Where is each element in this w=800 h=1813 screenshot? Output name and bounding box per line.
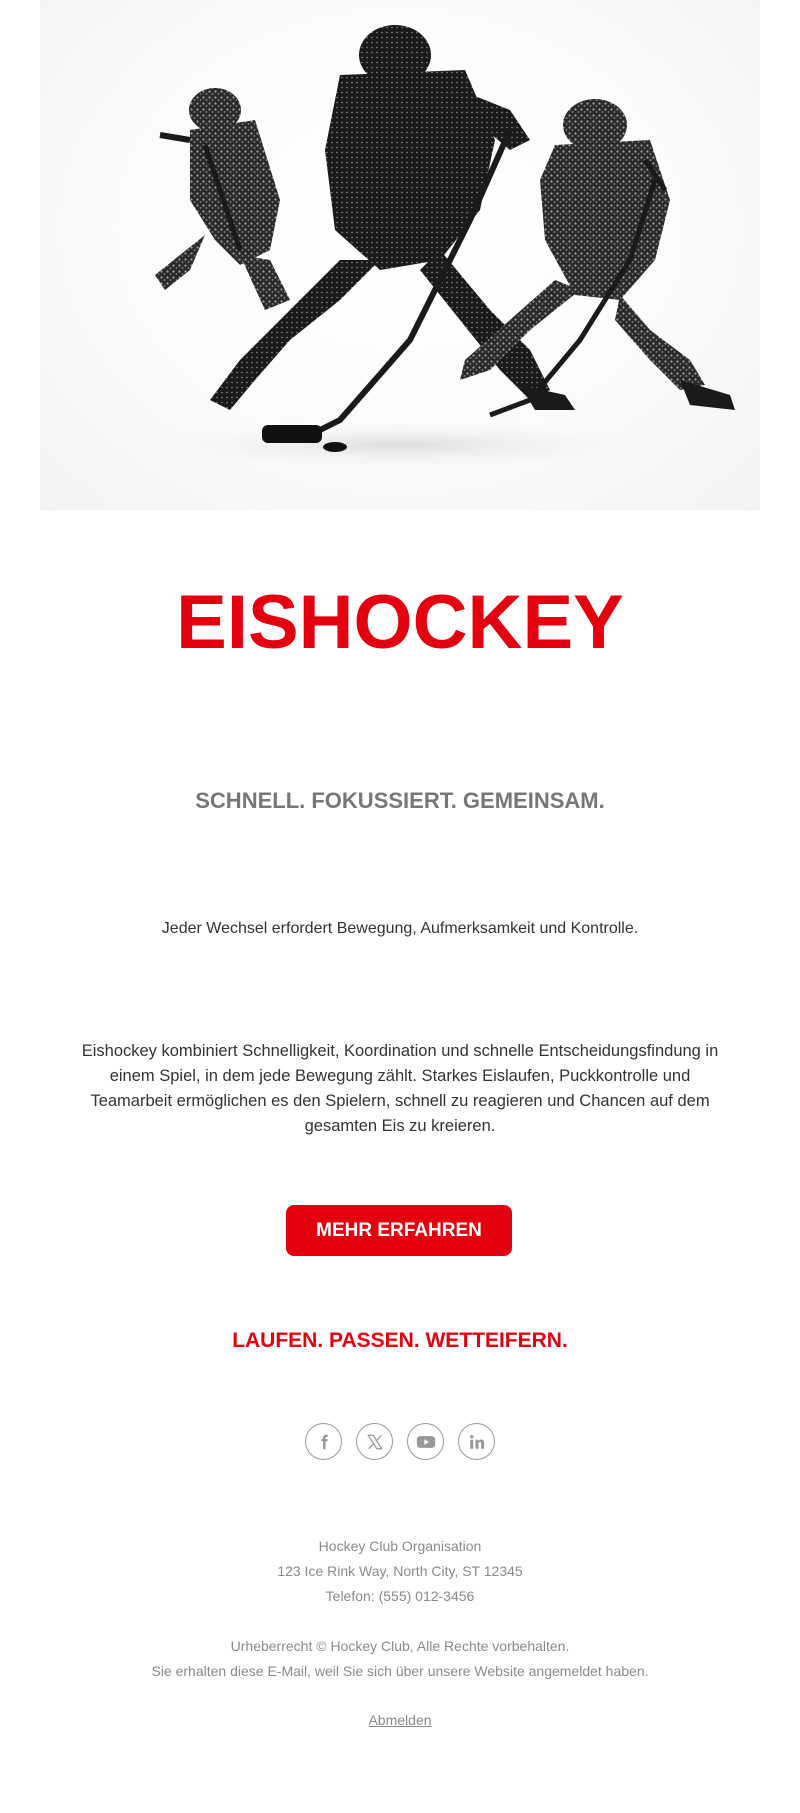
youtube-icon[interactable] [407,1423,444,1460]
body-line: Eishockey kombiniert Schnelligkeit, Koordination und schnelle Entscheidungsfindung in [81,1042,719,1060]
body-paragraph [66,1039,734,1139]
unsubscribe-row [0,1708,800,1733]
tagline: SCHNELL. FOKUSSIERT. GEMEINSAM. [195,788,605,813]
footer-address: 123 Ice Rink Way, North City, ST 12345 [277,1563,523,1579]
facebook-icon[interactable] [305,1423,342,1460]
body-line: einem Spiel, in dem jede Bewegung zählt. Starkes Eislaufen, Puckkontrolle und [109,1067,691,1085]
body-line: gesamten Eis zu kreieren. [304,1117,496,1135]
hockey-players-illustration [40,0,760,510]
footer-phone: Telefon: (555) 012-3456 [325,1588,475,1604]
body-line: Teamarbeit ermöglichen es den Spielern, schnell zu reagieren und Chancen auf dem [90,1092,710,1110]
social-links [0,1423,800,1460]
motto: LAUFEN. PASSEN. WETTEIFERN. [232,1329,568,1352]
x-icon[interactable] [356,1423,393,1460]
player-left [155,88,290,310]
footer-contact [0,1534,800,1609]
footer-copyright: Urheberrecht © Hockey Club, Alle Rechte vorbehalten. [230,1638,570,1654]
unsubscribe-link[interactable]: Abmelden [368,1712,432,1728]
page-title: EISHOCKEY [176,580,624,665]
footer-org-name: Hockey Club Organisation [318,1538,482,1554]
footer-notice: Sie erhalten diese E-Mail, weil Sie sich über unsere Website angemeldet haben. [151,1663,649,1679]
linkedin-icon[interactable] [458,1423,495,1460]
learn-more-button[interactable]: MEHR ERFAHREN [286,1205,512,1256]
lead-text: Jeder Wechsel erfordert Bewegung, Aufmerksamkeit und Kontrolle. [161,920,639,937]
footer-legal [0,1634,800,1684]
hero-image [40,0,760,510]
